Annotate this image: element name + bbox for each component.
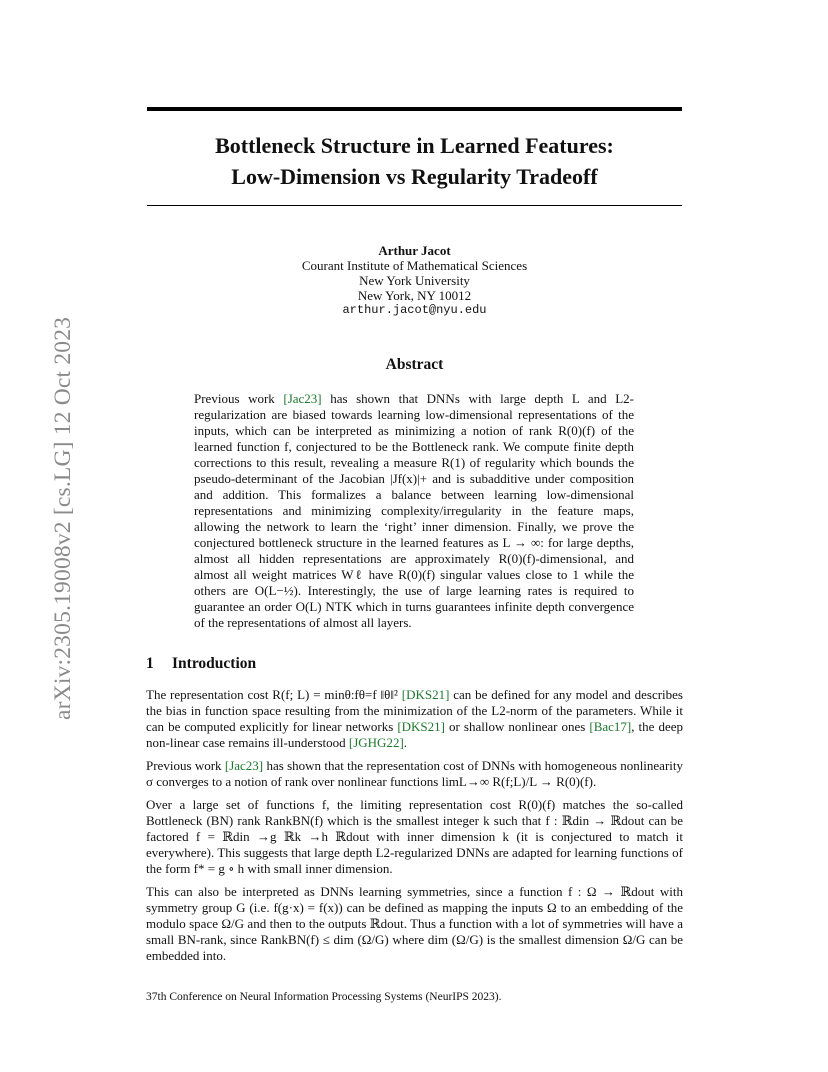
text-run: can be defined for any model and describes the bias in function space resulting from the minimization of the L2-norm of the parameters. While it can be computed explicitly for linear networks (146, 687, 683, 734)
citation-link[interactable]: [Jac23] (283, 391, 322, 406)
arxiv-id-text: arXiv:2305.19008v2 [cs.LG] 12 Oct 2023 (50, 316, 76, 720)
abstract-heading: Abstract (385, 356, 444, 373)
paragraph (146, 758, 683, 790)
author-university: New York University (359, 273, 470, 288)
arxiv-side-identifier (10, 290, 76, 720)
conference-footnote: 37th Conference on Neural Information Processing Systems (NeurIPS 2023). (146, 991, 502, 1003)
author-email: arthur.jacot@nyu.edu (342, 303, 487, 317)
author-affiliation: Courant Institute of Mathematical Sciences (301, 258, 528, 273)
paragraph (146, 797, 683, 877)
text-run: or shallow nonlinear ones (445, 719, 590, 734)
citation-link[interactable]: [Jac23] (224, 758, 264, 773)
paragraph (146, 884, 683, 964)
section-number: 1 (146, 655, 154, 672)
title-bottom-rule (147, 205, 682, 206)
text-run: , the deep non-linear case remains ill-understood (146, 719, 683, 750)
title-line-2: Low-Dimension vs Regularity Tradeoff (231, 164, 598, 189)
paper-title (147, 130, 682, 192)
title-line-1: Bottleneck Structure in Learned Features: (215, 133, 614, 158)
top-rule (147, 107, 682, 111)
text-run: has shown that the representation cost of DNNs with homogeneous nonlinearity σ converges to a notion of rank over nonlinear functions limL→∞ R(f;L)/L → R(0)(f). (146, 758, 684, 789)
abstract-text (194, 391, 634, 631)
text-run: This can also be interpreted as DNNs learning symmetries, since a function f : Ω → ℝdout with symmetry group G (i.e. f(g·x) = f(x)) can be defined as mapping the inputs Ω to an embedding of the modulo space Ω/G and then to the outputs ℝdout. Thus a function with a lot of symmetries will have a small BN-rank, since RankBN(f) ≤ dim (Ω/G) where dim (Ω/G) is the smallest dimension Ω/G can be embedded into. (146, 884, 683, 963)
citation-link[interactable]: [DKS21] (401, 687, 450, 702)
author-city: New York, NY 10012 (357, 288, 472, 303)
author-name: Arthur Jacot (378, 243, 451, 258)
text-run: The representation cost R(f; L) = minθ:fθ=f ‖θ‖² (146, 687, 402, 702)
text-run: Previous work (146, 758, 225, 773)
section-heading (146, 655, 256, 673)
introduction-body (146, 687, 683, 971)
citation-link[interactable]: [Bac17] (589, 719, 632, 734)
paragraph (146, 687, 683, 751)
section-title: Introduction (172, 655, 257, 672)
author-block (147, 243, 682, 318)
text-run: . (403, 735, 408, 750)
citation-link[interactable]: [JGHG22] (348, 735, 404, 750)
text-run: Previous work (194, 391, 284, 406)
text-run: has shown that DNNs with large depth L and L2-regularization are biased towards learning low-dimensional representations of the inputs, which can be interpreted as minimizing a notion of rank R(0)(f) of the learned function f, conjectured to be the Bottleneck rank. We compute finite depth corrections to this result, revealing a measure R(1) of regularity which bounds the pseudo-determinant of the Jacobian |Jf(x)|+ and is subadditive under composition and addition. This formalizes a balance between learning low-dimensional representations and minimizing complexity/irregularity in the feature maps, allowing the network to learn the ‘right’ inner dimension. Finally, we prove the conjectured bottleneck structure in the learned features as L → ∞: for large depths, almost all hidden representations are approximately R(0)(f)-dimensional, and almost all weight matrices Wℓ have R(0)(f) singular values close to 1 while the others are O(L−½). Interestingly, the use of large learning rates is required to guarantee an order O(L) NTK which in turns guarantees infinite depth convergence of the representations of almost all layers. (194, 391, 635, 630)
text-run: Over a large set of functions f, the limiting representation cost R(0)(f) matches the so-called Bottleneck (BN) rank RankBN(f) which is the smallest integer k such that f : ℝdin → ℝdout can be factored f = ℝdin →g ℝk →h ℝdout with inner dimension k (it is conjectured to match it everywhere). This suggests that large depth L2-regularized DNNs are adapted for learning functions of the form f* = g ∘ h with small inner dimension. (146, 797, 683, 876)
citation-link[interactable]: [DKS21] (397, 719, 445, 734)
